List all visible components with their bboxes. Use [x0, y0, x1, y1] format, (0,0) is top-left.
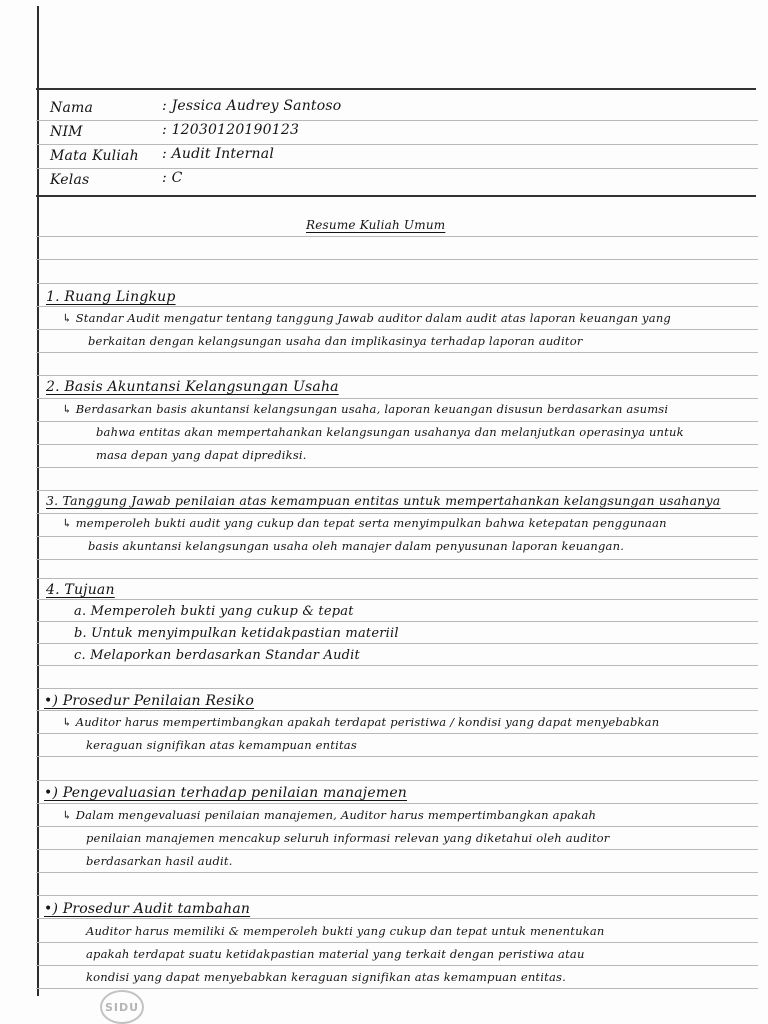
- ruled-line: [36, 168, 758, 169]
- ruled-line: [36, 710, 758, 711]
- section-6-line: penilaian manajemen mencakup seluruh informasi relevan yang diketahui oleh auditor: [86, 831, 610, 845]
- section-2-line: ↳ Berdasarkan basis akuntansi kelangsungan usaha, laporan keuangan disusun berdasarkan asumsi: [62, 402, 669, 416]
- ruled-line: [36, 826, 758, 827]
- ruled-line: [36, 329, 758, 330]
- section-4-heading: 4. Tujuan: [46, 582, 115, 598]
- ruled-line: [36, 236, 758, 237]
- kelas-value: : C: [162, 170, 183, 186]
- nim-value: : 12030120190123: [162, 122, 300, 138]
- nim-label: NIM: [50, 124, 83, 140]
- ruled-line: [36, 490, 758, 491]
- kelas-label: Kelas: [50, 172, 90, 188]
- section-3-line: ↳ memperoleh bukti audit yang cukup dan tepat serta menyimpulkan bahwa ketepatan penggunaan: [62, 516, 667, 530]
- ruled-line: [36, 688, 758, 689]
- ruled-line: [36, 578, 758, 579]
- ruled-line: [36, 352, 758, 353]
- matkul-value: : Audit Internal: [162, 146, 275, 162]
- ruled-line: [36, 803, 758, 804]
- ruled-line: [36, 467, 758, 468]
- section-5-line: keraguan signifikan atas kemampuan entitas: [86, 738, 357, 752]
- ruled-line: [36, 733, 758, 734]
- section-4-item: c. Melaporkan berdasarkan Standar Audit: [74, 648, 360, 663]
- sidu-logo-text: SIDU: [104, 1000, 140, 1014]
- section-6-heading: •) Pengevaluasian terhadap penilaian manajemen: [44, 785, 408, 801]
- ruled-line: [36, 599, 758, 600]
- section-3-heading: 3. Tanggung Jawab penilaian atas kemampuan entitas untuk mempertahankan kelangsungan usahanya: [46, 493, 721, 508]
- section-1-heading: 1. Ruang Lingkup: [46, 289, 176, 305]
- section-2-line: masa depan yang dapat diprediksi.: [96, 448, 307, 462]
- section-6-line: berdasarkan hasil audit.: [86, 854, 233, 868]
- matkul-label: Mata Kuliah: [50, 148, 139, 164]
- ruled-line: [36, 306, 758, 307]
- page-title: Resume Kuliah Umum: [306, 218, 446, 232]
- header-rule-top: [36, 88, 756, 90]
- section-7-heading: •) Prosedur Audit tambahan: [44, 901, 251, 917]
- ruled-line: [36, 444, 758, 445]
- ruled-line: [36, 421, 758, 422]
- header-rule-bottom: [36, 195, 756, 197]
- ruled-line: [36, 988, 758, 989]
- ruled-line: [36, 895, 758, 896]
- section-5-line: ↳ Auditor harus mempertimbangkan apakah terdapat peristiwa / kondisi yang dapat menyebabkan: [62, 715, 660, 729]
- margin-line: [37, 6, 39, 996]
- ruled-line: [36, 120, 758, 121]
- ruled-line: [36, 559, 758, 560]
- section-4-item: b. Untuk menyimpulkan ketidakpastian materiil: [74, 626, 399, 641]
- section-1-line: berkaitan dengan kelangsungan usaha dan implikasinya terhadap laporan auditor: [88, 334, 583, 348]
- ruled-line: [36, 665, 758, 666]
- section-7-line: kondisi yang dapat menyebabkan keraguan signifikan atas kemampuan entitas.: [86, 970, 566, 984]
- ruled-line: [36, 536, 758, 537]
- ruled-line: [36, 780, 758, 781]
- nama-value: : Jessica Audrey Santoso: [162, 98, 342, 114]
- ruled-line: [36, 259, 758, 260]
- ruled-line: [36, 872, 758, 873]
- ruled-line: [36, 918, 758, 919]
- ruled-line: [36, 942, 758, 943]
- section-1-line: ↳ Standar Audit mengatur tentang tanggung Jawab auditor dalam audit atas laporan keuangan yang: [62, 311, 671, 325]
- section-6-line: ↳ Dalam mengevaluasi penilaian manajemen, Auditor harus mempertimbangkan apakah: [62, 808, 597, 822]
- section-5-heading: •) Prosedur Penilaian Resiko: [44, 693, 254, 709]
- nama-label: Nama: [50, 100, 94, 116]
- ruled-line: [36, 283, 758, 284]
- ruled-line: [36, 375, 758, 376]
- ruled-line: [36, 756, 758, 757]
- ruled-line: [36, 643, 758, 644]
- ruled-line: [36, 398, 758, 399]
- section-7-line: apakah terdapat suatu ketidakpastian material yang terkait dengan peristiwa atau: [86, 947, 585, 961]
- section-3-line: basis akuntansi kelangsungan usaha oleh manajer dalam penyusunan laporan keuangan.: [88, 539, 625, 553]
- section-2-heading: 2. Basis Akuntansi Kelangsungan Usaha: [46, 379, 339, 395]
- section-2-line: bahwa entitas akan mempertahankan kelangsungan usahanya dan melanjutkan operasinya untuk: [96, 425, 684, 439]
- section-7-line: Auditor harus memiliki & memperoleh bukti yang cukup dan tepat untuk menentukan: [86, 924, 605, 938]
- ruled-line: [36, 621, 758, 622]
- ruled-line: [36, 144, 758, 145]
- ruled-line: [36, 513, 758, 514]
- section-4-item: a. Memperoleh bukti yang cukup & tepat: [74, 604, 354, 619]
- ruled-line: [36, 965, 758, 966]
- sidu-logo-icon: [100, 990, 144, 1024]
- ruled-line: [36, 849, 758, 850]
